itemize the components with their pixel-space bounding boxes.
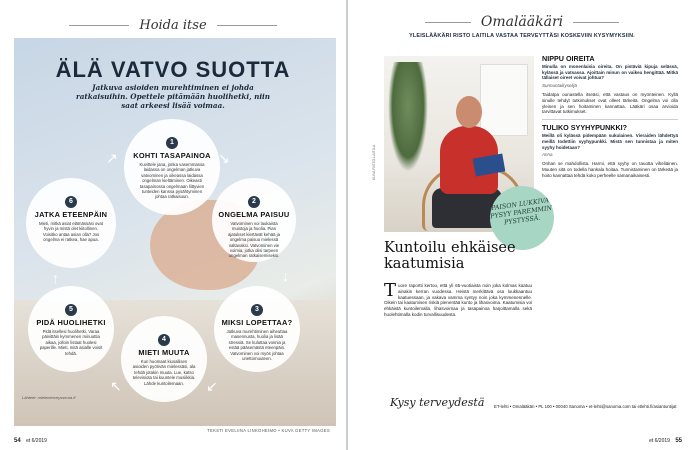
step-heading: MIKSI LOPETTAA? (221, 318, 293, 327)
page-number: 55 (675, 438, 682, 444)
step-number: 3 (251, 304, 263, 316)
answer-text: Onhan se mahdollista. Harmi, että syyhy on tauotta viheliäinen. Muuten sitä on todella hankala hoitaa. Tunnistaminen on tärkeää ja hoito kannattaa tehdä koko perheelle samanaikaisesti. (542, 161, 678, 178)
question-signature: Sunnuntaikyselijä (542, 83, 578, 89)
lead-paragraph: Jatkuva asioiden murehtiminen ei johda ratkaisuihin. Opettele pitämään huolihetki, niin saat arkeesi lisää voimaa. (75, 83, 271, 110)
window-illustration (480, 64, 528, 136)
contact-info: ET-lehti • Omalääkäri • PL 100 • 00040 Sanoma • et-lehti@sanoma.com tai etlehti.fi/asiantuntijat (494, 404, 677, 409)
step-heading: PIDÄ HUOLIHETKI (36, 318, 106, 327)
step-text: Jatkuva murehtiminen aiheuttaa masennusta, huolia ja lisää stressiä. Se kuluttaa voimia ja estää pääsemästä eteenpäin. Vatvominen voi myös johtaa unettomuuteen. (226, 329, 288, 362)
question-title: NIPPU OIREITA (542, 54, 595, 63)
page-footer-left (14, 438, 47, 444)
step-heading: ONGELMA PAISUU (218, 210, 290, 219)
right-page (348, 0, 696, 450)
article-body (384, 280, 532, 318)
step-circle-5 (28, 286, 114, 372)
left-page (0, 0, 346, 450)
issue-label: et 6/2019 (649, 438, 670, 444)
step-heading: MIETI MUUTA (138, 348, 190, 357)
arrow-icon: ↑ (52, 270, 59, 286)
article-headline: Kuntoilu ehkäisee kaatumisia (384, 240, 516, 272)
step-circle-2 (212, 178, 296, 262)
step-number: 4 (158, 334, 170, 346)
step-number: 5 (65, 304, 77, 316)
section-label: Hoida itse (0, 18, 346, 33)
page-number: 54 (14, 438, 21, 444)
photo-credit-vertical: KUVA RISTO LAITILA (372, 144, 376, 180)
question-title: TULIKO SYYHYPUNKKI? (542, 123, 628, 133)
issue-label: et 6/2019 (26, 438, 47, 444)
step-heading: JATKA ETEENPÄIN (34, 210, 108, 219)
answer-text: Taidatpa ounastella itseäsi, että vastaus on myönteinen. Kyllä sinulle tehdyt tutkimukset ovat olleet tärkeitä. Ongelma voi olla yleinen ja sen hoitaminen kannattaa. Lääkäri osaa arvioida tarvittavat tutkimukset. (542, 91, 678, 115)
step-text: Pidä itsellesi huolihetki. Varaa päivittäin kymmenen minuuttia aikaa, jolloin listaat huolesi paperille. Mieti, mitä asialle voisit tehdä. (39, 329, 103, 356)
step-heading: KOHTI TASAPAINOA (133, 151, 211, 160)
arrow-icon: ↓ (282, 268, 289, 284)
ask-title: Kysy terveydestä (390, 396, 485, 409)
step-number: 6 (65, 196, 77, 208)
arrow-icon: ↗ (106, 150, 118, 166)
plant-illustration (388, 62, 428, 172)
qa-column (542, 56, 678, 181)
section-label: Omalääkäri (348, 14, 696, 30)
step-circle-1 (124, 119, 220, 215)
step-circle-3 (214, 286, 300, 372)
step-circle-4 (121, 316, 207, 402)
arrow-icon: ↘ (218, 150, 230, 166)
step-number: 2 (248, 196, 260, 208)
page-title: ÄLÄ VATVO SUOTTA (55, 57, 291, 82)
step-number: 1 (166, 137, 178, 149)
step-text: Mieti, mitkä asiat elämässäsi ovat hyvin ja mistä olet kiitollinen. Voisitko antaa asian olla? Jos ongelma ei ratkea, hae apua. (39, 221, 103, 243)
article-text: uore raportti kertoo, että yli 65-vuotiaista noin joka kolmas kaatuu ainakin kerran vuodessa. Heistä merkittävä osa loukkaantuu kaatuessaan, ja vakava vamma syntyy noin joka kymmenennelle. Oikein tai kaatumisen riskiä pienentää kunto ja lihasvoima. Kaatumisia voi ehkäistä kuntoilemalla, lihasvoimaa ja tasapainoa harjoittamalla sekä huolehtimalla kodin turvallisuudesta. (384, 283, 532, 317)
person-head (456, 96, 482, 128)
step-text: Kuvittele jana, jonka vasemmassa laidassa on ongelman jatkuva vatvominen ja oikeassa laidassa ongelman kieltäminen. Oikeasti tasapainossa ongelmaan liittyvien tunteiden kanssa pysähtyminen johtaa ratkaisuun. (139, 162, 205, 200)
arrow-icon: ↙ (206, 378, 218, 394)
page-footer-right (649, 438, 682, 444)
photo-credit: TEKSTI EVELIINA LINKOHEIMO • KUVA GETTY IMAGES (207, 428, 330, 433)
dropcap: T (384, 280, 397, 301)
quote-badge: PAISON LUKKIVA PYSYY PAREMMIN PYSTYSSÄ. (486, 182, 558, 254)
question-text: Minulla on monenlaisia oireita. On pistäviä kipuja selässä, kylässä ja vatsassa. Ajoittain minun on vaikea hengittää. Mitkä tällaiset oireet voivat johtua? (542, 63, 678, 81)
question-text: Meillä oli kylässä pidempään sukulainen. Vieraiden lähdettyä meillä todettiin syyhypunkki. Mistä sen tunnistaa ja miten syyhy hoidetaan? (542, 132, 678, 150)
step-text: Kun huomaat kiusallisen asioiden pyörivän mielessäsi, ala tehdä jotakin muuta. Lue, katso televisiota tai kuuntele musiikkia. Lähde kuntoilemaan. (132, 359, 196, 386)
step-circle-6 (26, 178, 116, 268)
section-subtitle: YLEISLÄÄKÄRI RISTO LAITILA VASTAA TERVEYTTÄSI KOSKEVIIN KYSYMYKSIIN. (409, 33, 635, 39)
source-note: Lähteet: mielenterveysseura.fi (22, 395, 76, 400)
arrow-icon: ↖ (110, 378, 122, 394)
step-text: Vatvominen voi laukaista muistoja ja huolia. Pian ajatukset kiertävät kehää ja ongelma paisuu mielessä valtavaksi. Vatvominen vie voimia, jotka olisi tarpeen ongelman ratkaisemiseksi. (227, 221, 281, 259)
divider (542, 119, 678, 120)
question-signature: Anna (542, 152, 553, 158)
